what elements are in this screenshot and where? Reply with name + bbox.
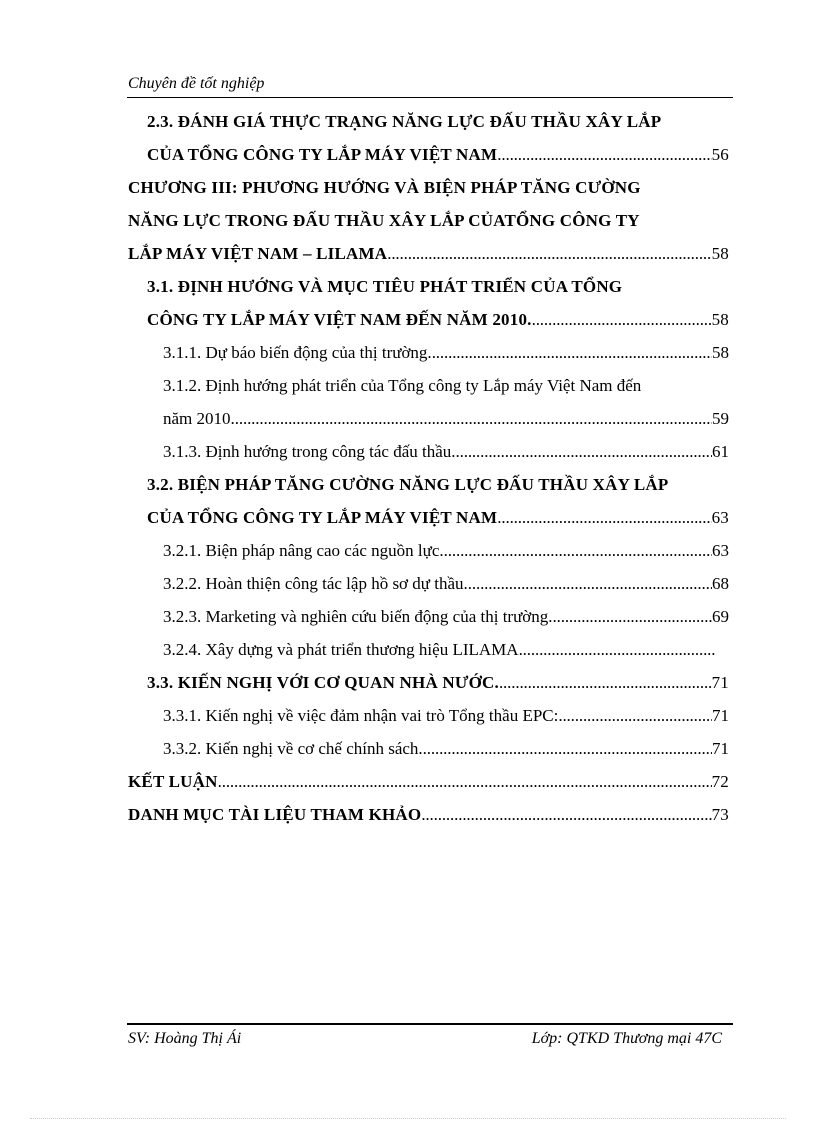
toc-entry bbox=[147, 112, 717, 145]
toc-leader bbox=[387, 244, 711, 264]
toc-entry-text: năm 2010. bbox=[163, 409, 235, 428]
toc-leader bbox=[499, 673, 712, 693]
toc-entry-text: 3.2.3. Marketing và nghiên cứu biến động của thị trường. bbox=[163, 607, 553, 626]
toc-leader bbox=[444, 541, 712, 561]
toc-page-number: 56 bbox=[711, 145, 729, 164]
toc-page-number: 59 bbox=[712, 409, 729, 428]
toc-entry-text: 3.3. KIẾN NGHỊ VỚI CƠ QUAN NHÀ NƯỚC. bbox=[147, 673, 499, 692]
footer-divider bbox=[127, 1023, 733, 1025]
toc-leader bbox=[497, 145, 711, 165]
toc-page-number: 63 bbox=[712, 541, 729, 560]
toc-page-number: 72 bbox=[711, 772, 729, 791]
toc-page-number: 73 bbox=[711, 805, 729, 824]
toc-entry-text: 3.3.2. Kiến nghị về cơ chế chính sách. bbox=[163, 739, 423, 758]
toc-entry-text: 3.3.1. Kiến nghị về việc đảm nhận vai trò Tổng thầu EPC: bbox=[163, 706, 559, 725]
toc-entry-text: NĂNG LỰC TRONG ĐẤU THẦU XÂY LẮP CỦATỔNG CÔNG TY bbox=[128, 211, 640, 230]
toc-page-number: 68 bbox=[712, 574, 729, 593]
toc-page-number: 61 bbox=[712, 442, 729, 461]
toc-entry-text: 3.2. BIỆN PHÁP TĂNG CƯỜNG NĂNG LỰC ĐẤU THẦU XÂY LẮP bbox=[147, 475, 669, 494]
toc-entry-text: 3.1.1. Dự báo biến động của thị trường. bbox=[163, 343, 432, 362]
toc-page-number: 71 bbox=[711, 673, 729, 692]
toc-entry-text: CỦA TỔNG CÔNG TY LẮP MÁY VIỆT NAM bbox=[147, 508, 498, 527]
toc-entry bbox=[163, 640, 715, 673]
toc-page-number: 63 bbox=[711, 508, 729, 527]
toc-entry bbox=[163, 376, 729, 409]
toc-entry bbox=[163, 574, 729, 607]
toc-entry-text: DANH MỤC TÀI LIỆU THAM KHẢO bbox=[128, 805, 422, 824]
toc-entry bbox=[147, 277, 707, 310]
toc-leader bbox=[218, 772, 712, 792]
toc-leader bbox=[497, 508, 711, 528]
toc-entry bbox=[163, 706, 729, 739]
toc-page-number: 69 bbox=[712, 607, 729, 626]
toc-page-number: 71 bbox=[712, 706, 729, 725]
header-title: Chuyên đề tốt nghiệp bbox=[128, 75, 265, 92]
toc-entry bbox=[128, 244, 729, 277]
toc-leader bbox=[421, 805, 711, 825]
toc-entry-text: LẮP MÁY VIỆT NAM – LILAMA bbox=[128, 244, 388, 263]
toc-page-number: 58 bbox=[711, 310, 729, 329]
toc-leader bbox=[558, 706, 712, 726]
toc-page-number: 58 bbox=[712, 343, 729, 362]
toc-leader bbox=[235, 409, 712, 429]
toc-entry bbox=[128, 805, 729, 838]
toc-entry-text: 3.2.4. Xây dựng và phát triển thương hiệu LILAMA bbox=[163, 640, 519, 659]
page-bottom-border bbox=[30, 1118, 786, 1119]
toc-entry-text: CHƯƠNG III: PHƯƠNG HƯỚNG VÀ BIỆN PHÁP TĂNG CƯỜNG bbox=[128, 178, 641, 197]
toc-entry bbox=[147, 475, 727, 508]
toc-leader bbox=[423, 739, 712, 759]
toc-entry bbox=[128, 211, 708, 244]
toc-entry bbox=[163, 409, 729, 442]
toc-entry-text: 2.3. ĐÁNH GIÁ THỰC TRẠNG NĂNG LỰC ĐẤU THẦU XÂY LẮP bbox=[147, 112, 662, 131]
toc-entry bbox=[163, 607, 729, 640]
toc-entry bbox=[163, 541, 729, 574]
toc-entry bbox=[128, 772, 729, 805]
toc-leader bbox=[432, 343, 712, 363]
toc-leader bbox=[532, 310, 712, 330]
toc-page-number: 71 bbox=[712, 739, 729, 758]
toc-entry bbox=[147, 310, 729, 343]
toc-entry bbox=[147, 145, 729, 178]
toc-entry-text: CỦA TỔNG CÔNG TY LẮP MÁY VIỆT NAM bbox=[147, 145, 498, 164]
toc-entry-text: KẾT LUẬN bbox=[128, 772, 218, 791]
toc-entry bbox=[163, 739, 729, 772]
header-divider bbox=[127, 97, 733, 98]
toc-leader bbox=[519, 640, 715, 660]
toc-entry bbox=[163, 442, 729, 475]
toc-entry bbox=[147, 508, 729, 541]
toc-entry bbox=[147, 673, 729, 706]
toc-entry-text: 3.1.2. Định hướng phát triển của Tổng công ty Lắp máy Việt Nam đến bbox=[163, 376, 642, 395]
footer-student: SV: Hoàng Thị Ái bbox=[128, 1030, 242, 1047]
toc-entry bbox=[128, 178, 708, 211]
toc-entry-text: 3.1.3. Định hướng trong công tác đấu thầu. bbox=[163, 442, 456, 461]
toc-entry-text: 3.2.1. Biện pháp nâng cao các nguồn lực. bbox=[163, 541, 444, 560]
toc-entry-text: 3.2.2. Hoàn thiện công tác lập hồ sơ dự thầu. bbox=[163, 574, 468, 593]
footer-class: Lớp: QTKD Thương mại 47C bbox=[531, 1030, 722, 1047]
toc-entry bbox=[163, 343, 729, 376]
toc-leader bbox=[468, 574, 712, 594]
toc-leader bbox=[553, 607, 712, 627]
toc-entry-text: 3.1. ĐỊNH HƯỚNG VÀ MỤC TIÊU PHÁT TRIỂN CỦA TỔNG bbox=[147, 277, 623, 296]
toc-entry-text: CÔNG TY LẮP MÁY VIỆT NAM ĐẾN NĂM 2010. bbox=[147, 310, 532, 329]
toc-leader bbox=[456, 442, 712, 462]
toc-page-number: 58 bbox=[711, 244, 729, 263]
